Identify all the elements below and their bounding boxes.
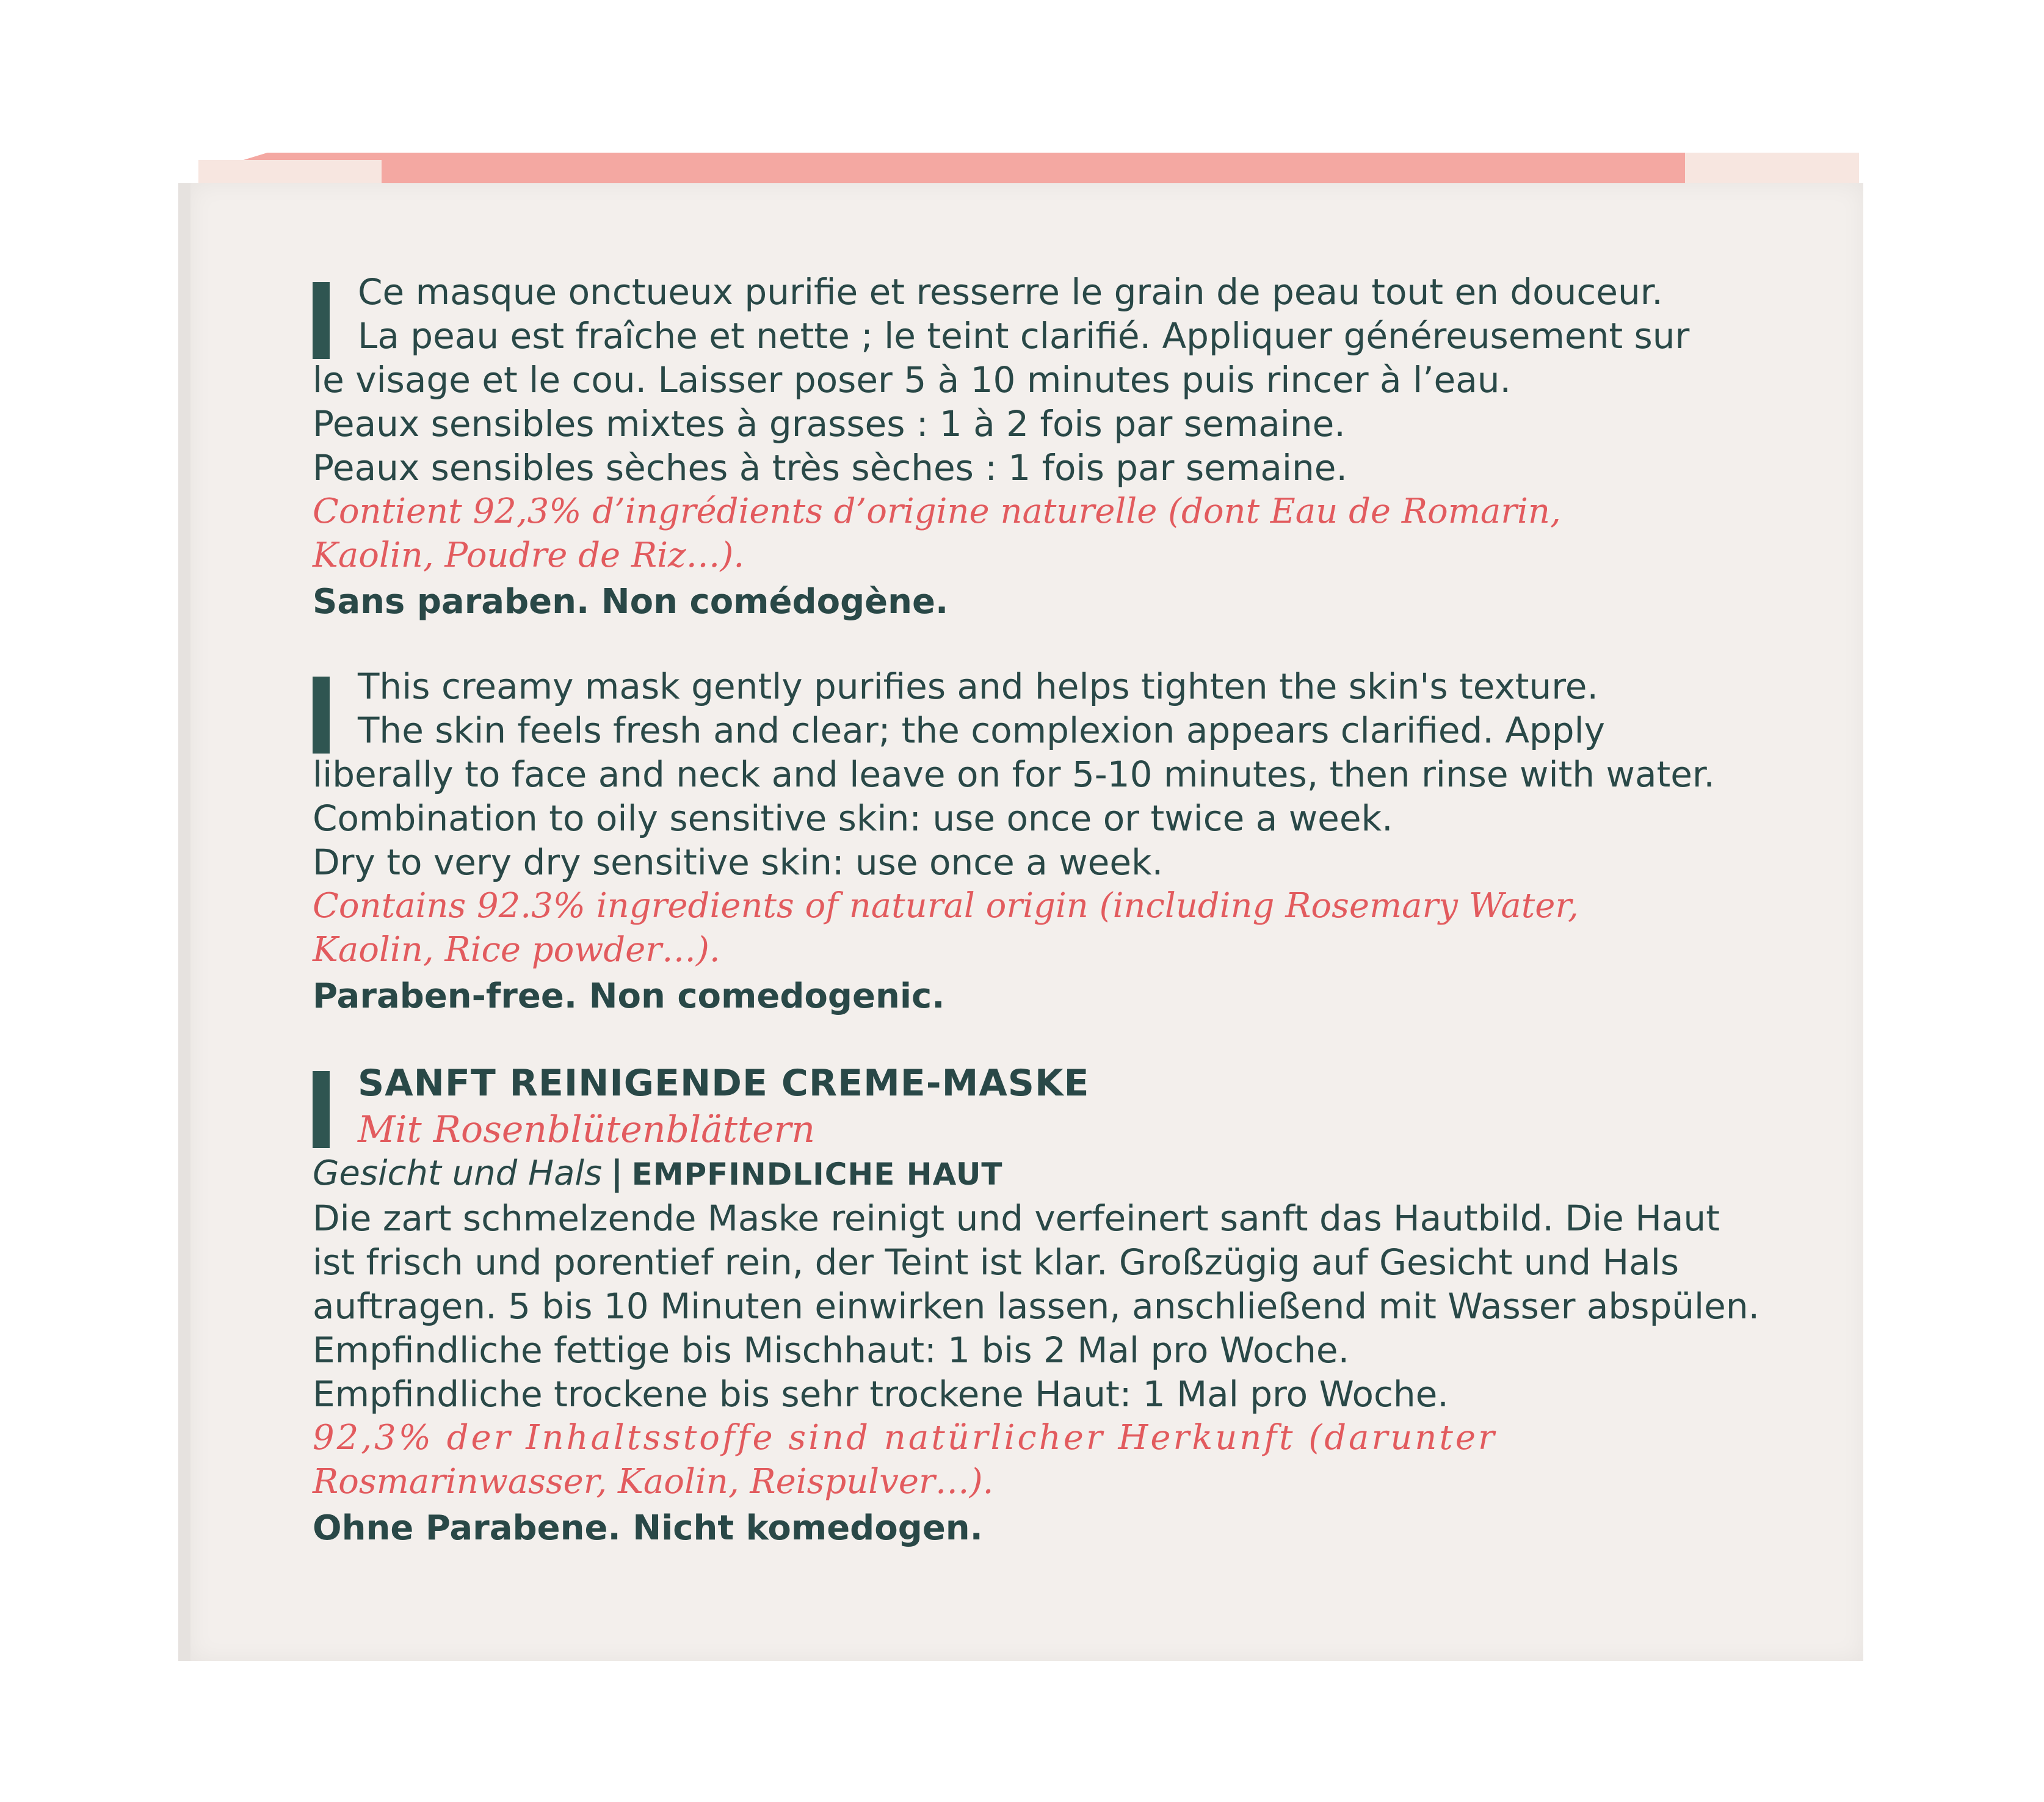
en-line-5: Dry to very dry sensitive skin: use once a week. (313, 841, 1164, 883)
box-flap-edge-right (1685, 153, 1859, 183)
german-section (313, 1059, 1827, 1553)
de-line-1: Die zart schmelzende Maske reinigt und verfeinert sanft das Hautbild. Die Haut (313, 1197, 1720, 1239)
de-natural-origin-2: Rosmarinwasser, Kaolin, Reispulver…). (313, 1462, 994, 1502)
en-line-4: Combination to oily sensitive skin: use once or twice a week. (313, 797, 1393, 839)
de-line-3: auftragen. 5 bis 10 Minuten einwirken lassen, anschließend mit Wasser abspülen. (313, 1285, 1760, 1327)
en-claim: Paraben-free. Non comedogenic. (313, 976, 945, 1016)
de-separator: | (611, 1153, 623, 1193)
en-line-3: liberally to face and neck and leave on for 5-10 minutes, then rinse with water. (313, 754, 1715, 795)
de-line-5: Empfindliche trockene bis sehr trockene Haut: 1 Mal pro Woche. (313, 1373, 1449, 1415)
section-marker-bar (313, 677, 330, 754)
en-line-1: This creamy mask gently purifies and helps tighten the skin's texture. (358, 666, 1598, 707)
fr-natural-origin-2: Kaolin, Poudre de Riz…). (313, 536, 745, 575)
de-claim: Ohne Parabene. Nicht komedogen. (313, 1508, 983, 1548)
box-top-flap (201, 153, 1850, 186)
de-line-2: ist frisch und porentief rein, der Teint ist klar. Großzügig auf Gesicht und Hals (313, 1241, 1680, 1283)
fr-line-5: Peaux sensibles sèches à très sèches : 1 fois par semaine. (313, 447, 1347, 489)
label-text (313, 270, 1827, 1553)
section-marker-bar (313, 1071, 330, 1148)
en-natural-origin-2: Kaolin, Rice powder…). (313, 930, 720, 970)
fr-line-2: La peau est fraîche et nette ; le teint clarifié. Appliquer généreusement sur (358, 315, 1690, 357)
de-natural-origin-1: 92,3% der Inhaltsstoffe sind natürlicher Herkunft (darunter (313, 1418, 1497, 1458)
section-marker-bar (313, 282, 330, 359)
en-line-2: The skin feels fresh and clear; the complexion appears clarified. Apply (358, 710, 1605, 751)
box-flap-edge-left (198, 160, 382, 184)
english-section (313, 664, 1827, 1021)
en-natural-origin-1: Contains 92.3% ingredients of natural origin (including Rosemary Water, (313, 886, 1579, 926)
de-line-4: Empfindliche fettige bis Mischhaut: 1 bis 2 Mal pro Woche. (313, 1329, 1350, 1371)
de-usage-line (313, 1152, 1827, 1196)
de-skin-type: EMPFINDLICHE HAUT (631, 1157, 1003, 1192)
de-area: Gesicht und Hals (313, 1153, 603, 1193)
fr-line-1: Ce masque onctueux purifie et resserre le grain de peau tout en douceur. (358, 271, 1663, 313)
fr-claim: Sans paraben. Non comédogène. (313, 582, 949, 622)
french-section (313, 270, 1827, 627)
fr-line-3: le visage et le cou. Laisser poser 5 à 10 minutes puis rincer à l’eau. (313, 359, 1511, 401)
de-product-title: SANFT REINIGENDE CREME-MASKE (358, 1062, 1090, 1105)
fr-line-4: Peaux sensibles mixtes à grasses : 1 à 2 fois par semaine. (313, 403, 1346, 445)
fr-natural-origin-1: Contient 92,3% d’ingrédients d’origine naturelle (dont Eau de Romarin, (313, 492, 1561, 531)
de-product-subtitle: Mit Rosenblütenblättern (358, 1108, 815, 1151)
